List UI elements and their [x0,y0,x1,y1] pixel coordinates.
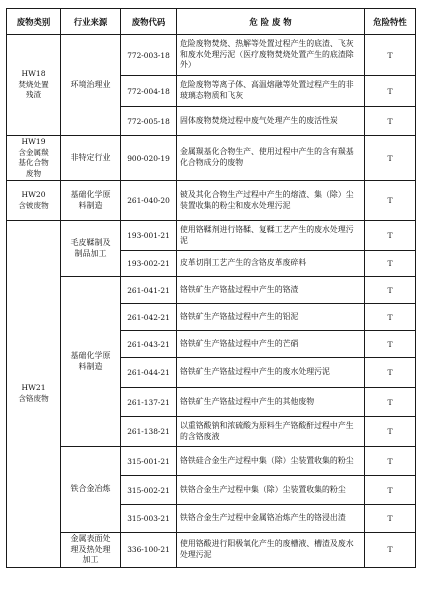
waste-code: 315-002-21 [121,476,177,505]
waste-code: 772-004-18 [121,76,177,107]
waste-code: 261-044-21 [121,358,177,388]
waste-description: 铬铁矿生产铬盐过程中产生的铬渣 [177,277,365,304]
waste-code: 193-001-21 [121,221,177,251]
waste-code: 261-041-21 [121,277,177,304]
hazard-property: T [365,331,416,358]
category-cell: HW18 焚烧处置 残渣 [7,35,61,136]
waste-description: 铍及其化合物生产过程中产生的熔渣、集（除）尘装置收集的粉尘和废水处理污泥 [177,181,365,221]
waste-code: 261-040-20 [121,181,177,221]
industry-cell: 基础化学原 料制造 [61,181,121,221]
table-row [7,35,416,76]
hazard-property: T [365,35,416,76]
waste-description: 皮革切削工艺产生的含铬皮革废碎料 [177,251,365,277]
waste-description: 铬铁矿生产铬盐过程中产生的其他废物 [177,388,365,417]
hazard-property: T [365,277,416,304]
waste-code: 336-100-21 [121,533,177,568]
waste-description: 金属羰基化合物生产、使用过程中产生的含有羰基化合物成分的废物 [177,136,365,181]
table-header-row [7,9,416,35]
hazard-property: T [365,358,416,388]
waste-code: 315-001-21 [121,447,177,476]
waste-code: 772-005-18 [121,107,177,136]
header-hazard: 危险特性 [365,9,416,35]
hazard-property: T [365,251,416,277]
industry-cell: 环境治理业 [61,35,121,136]
waste-description: 固体废物焚烧过程中废气处理产生的废活性炭 [177,107,365,136]
waste-description: 危险废物焚烧、热解等处置过程产生的底渣、飞灰和废水处理污泥（医疗废物焚烧处置产生的底渣除外） [177,35,365,76]
waste-description: 铬铁矿生产铬盐过程中产生的铝泥 [177,304,365,331]
hazard-property: T [365,76,416,107]
waste-description: 使用铬酸进行阳极氧化产生的废槽液、槽渣及废水处理污泥 [177,533,365,568]
hazard-property: T [365,181,416,221]
header-industry: 行业来源 [61,9,121,35]
category-cell: HW19 含金属羰 基化合物 废物 [7,136,61,181]
waste-description: 危险废物等离子体、高温熔融等处置过程产生的非玻璃态物质和飞灰 [177,76,365,107]
industry-cell: 毛皮鞣制及 制品加工 [61,221,121,277]
category-cell: HW20 含铍废物 [7,181,61,221]
waste-code: 261-138-21 [121,417,177,447]
table-row [7,447,416,476]
industry-cell: 金属表面处 理及热处理 加工 [61,533,121,568]
waste-code: 315-003-21 [121,505,177,533]
table-row [7,221,416,251]
waste-description: 铬铁硅合金生产过程中集（除）尘装置收集的粉尘 [177,447,365,476]
header-category: 废物类别 [7,9,61,35]
hazard-property: T [365,505,416,533]
hazard-property: T [365,476,416,505]
hazard-property: T [365,136,416,181]
waste-description: 以重铬酸钠和浓硫酸为原料生产铬酸酐过程中产生的含铬废液 [177,417,365,447]
waste-code: 261-137-21 [121,388,177,417]
hazard-property: T [365,221,416,251]
waste-code: 261-043-21 [121,331,177,358]
industry-cell: 非特定行业 [61,136,121,181]
waste-code: 772-003-18 [121,35,177,76]
hazard-property: T [365,107,416,136]
waste-description: 铁铬合金生产过程中集（除）尘装置收集的粉尘 [177,476,365,505]
hazard-property: T [365,388,416,417]
table-row [7,277,416,304]
waste-description: 使用铬鞣剂进行铬鞣、复鞣工艺产生的废水处理污泥 [177,221,365,251]
hazard-property: T [365,417,416,447]
header-description: 危 险 废 物 [177,9,365,35]
table-row [7,533,416,568]
hazard-property: T [365,447,416,476]
waste-code: 900-020-19 [121,136,177,181]
waste-description: 铬铁矿生产铬盐过程中产生的废水处理污泥 [177,358,365,388]
category-name: 焚烧处置 残渣 [18,79,49,100]
waste-description: 铁铬合金生产过程中金属铬冶炼产生的铬浸出渣 [177,505,365,533]
table-row [7,136,416,181]
waste-description: 铬铁矿生产铬盐过程中产生的芒硝 [177,331,365,358]
header-code: 废物代码 [121,9,177,35]
industry-cell: 基础化学原 料制造 [61,277,121,447]
hazardous-waste-table [6,8,416,568]
industry-cell: 铁合金冶炼 [61,447,121,533]
waste-code: 261-042-21 [121,304,177,331]
hazard-property: T [365,304,416,331]
table-row [7,181,416,221]
category-cell: HW21 含铬废物 [7,221,61,568]
waste-code: 193-002-21 [121,251,177,277]
hazard-property: T [365,533,416,568]
